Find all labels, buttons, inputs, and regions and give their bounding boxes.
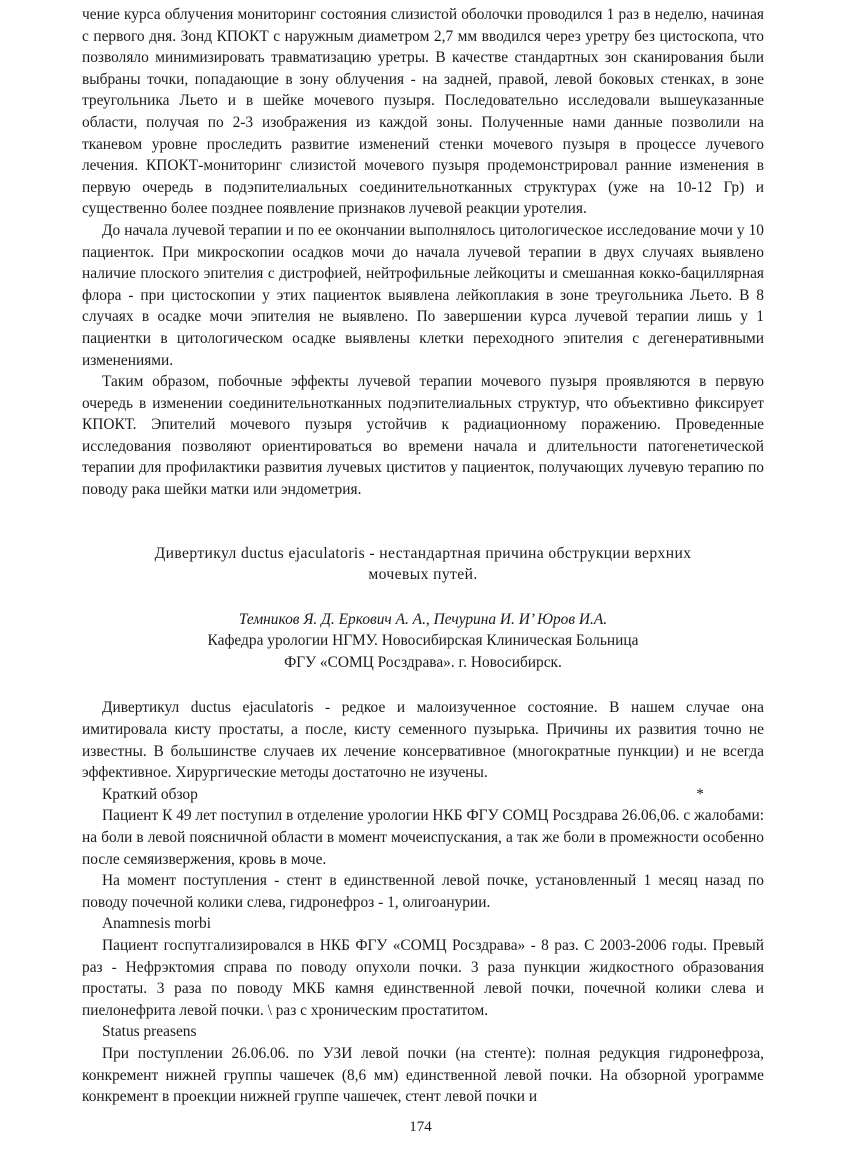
affiliation-line2: ФГУ «СОМЦ Росздрава». г. Новосибирск. bbox=[284, 653, 562, 671]
review-mark: * bbox=[696, 785, 704, 803]
paragraph-case-stent: На момент поступления - стент в единственной левой почке, установленный 1 месяц назад по поводу почечной колики слева, гидронефроз - 1, олигоанурии. bbox=[82, 872, 764, 911]
status-heading: Status preasens bbox=[102, 1023, 197, 1041]
paragraph-cytology: До начала лучевой терапии и по ее окончании выполнялось цитологическое исследование мочи у 10 пациенток. При микроскопии осадков мочи до начала лучевой терапии в двух случаях выявлено наличие плоского эпителия с дистрофией, нейтрофильные лейкоциты и смешанная кокко-бациллярная флора - при цистоскопии у этих пациенток выявлена лейкоплакия в зоне треугольника Льето. В 8 случаях в осадке мочи эпителия не выявлено. По завершении курса лучевой терапии лишь у 1 пациентки в цитологическом осадке выявлены клетки переходного эпителия с дегенеративными изменениями. bbox=[82, 221, 764, 369]
paragraph-status: При поступлении 26.06.06. по УЗИ левой почки (на стенте): полная редукция гидронефроза, конкремент нижней группы чашечек (8,6 мм) единственной левой почки. На обзорной урограмме конкремент в проекции нижней группе чашечек, стент левой почки и bbox=[82, 1044, 764, 1106]
text-column bbox=[82, 4, 764, 1108]
paragraph-anamnesis: Пациент госпутгализировался в НКБ ФГУ «СОМЦ Росздрава» - 8 раз. С 2003-2006 годы. Превый раз - Нефрэктомия справа по поводу опухоли почки. 3 раза пункции жидкостного образования простаты. 3 раза по поводу МКБ камня единственной левой почки, почечной колики слева и пиелонефрита левой почки. \ раз с хроническим простатитом. bbox=[82, 936, 764, 1019]
review-heading: Краткий обзор bbox=[102, 785, 198, 803]
article-title-line2: мочевых путей. bbox=[368, 565, 478, 583]
paragraph-conclusion: Таким образом, побочные эффекты лучевой терапии мочевого пузыря проявляются в первую очередь в изменении соединительнотканных подэпителиальных структур, что объективно фиксирует КПОКТ. Эпителий мочевого пузыря устойчив к радиационному поражению. Проведенные исследования позволяют ориентироваться во времени начала и длительности патогенетической терапии для профилактики развития лучевых циститов у пациенток, получающих лучевую терапию по поводу рака шейки матки или эндометрия. bbox=[82, 373, 764, 499]
paragraph-intro: Дивертикул ductus ejaculatoris - редкое и малоизученное состояние. В нашем случае она имитировала кисту простаты, а после, кисту семенного пузырька. Причины их развития точно не известны. В большинстве случаев их лечение консервативное (многократные пункции) и не всегда эффективное. Хирургические методы достаточно не изучены. bbox=[82, 699, 764, 782]
article-title-line1: Дивертикул ductus ejaculatoris - нестандартная причина обструкции верхних bbox=[154, 544, 692, 562]
page-number: 174 bbox=[409, 1119, 432, 1135]
paragraph-case-admission: Пациент К 49 лет поступил в отделение урологии НКБ ФГУ СОМЦ Росздрава 26.06,06. с жалобами: на боли в левой поясничной области в момент мочеиспускания, а так же боли в промежности особенно после семяизвержения, кровь в моче. bbox=[82, 807, 764, 868]
anamnesis-heading: Anamnesis morbi bbox=[102, 915, 212, 933]
paragraph-monitoring: чение курса облучения мониторинг состояния слизистой оболочки проводился 1 раз в неделю, начиная с первого дня. Зонд КПОКТ с наружным диаметром 2,7 мм вводился через уретру без цистоскопа, что позволяло минимизировать травматизацию уретры. В качестве стандартных зон сканирования были выбраны точки, попадающие в зону облучения - на задней, правой, левой боковых стенках, в зоне треугольника Льето и в шейке мочевого пузыря. Последовательно исследовали вышеуказанные области, получая по 2-3 изображения из каждой зоны. Полученные нами данные позволили на тканевом уровне проследить развитие изменений стенки мочевого пузыря в процессе лучевого лечения. КПОКТ-мониторинг слизистой мочевого пузыря продемонстрировал ранние изменения в первую очередь в подэпителиальных соединительнотканных структурах (уже на 10-12 Гр) и существенно более позднее появление признаков лучевой реакции уротелия. bbox=[82, 6, 764, 218]
article-authors: Темников Я. Д. Еркович А. А., Печурина И. И’ Юров И.А. bbox=[238, 610, 608, 628]
affiliation-line1: Кафедра урологии НГМУ. Новосибирская Клиническая Больница bbox=[207, 632, 639, 650]
review-heading-row bbox=[82, 784, 764, 806]
